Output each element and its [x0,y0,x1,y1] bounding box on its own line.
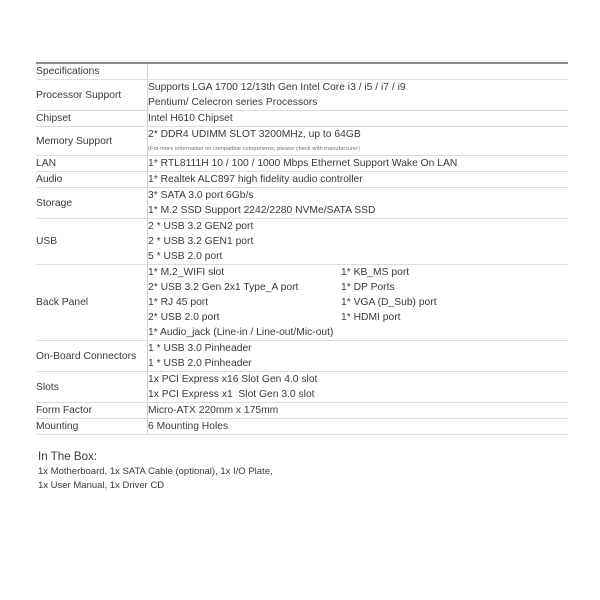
row-value-form-factor [148,403,569,419]
table-row [36,372,568,403]
row-label-memory-support: Memory Support [36,127,148,156]
value-line: 6 Mounting Holes [148,421,229,432]
memory-support-fineprint: (For more information on compatible components, please check with manufacturer) [148,146,361,152]
table-row [36,403,568,419]
value-line: 2* USB 3.2 Gen 2x1 Type_A port [148,282,299,293]
table-header-label: Specifications [36,63,148,80]
value-line: 1* KB_MS port [341,267,410,278]
value-line: 1* RTL8111H 10 / 100 / 1000 Mbps Ethernet Support Wake On LAN [148,158,458,169]
value-line: 1* DP Ports [341,282,395,293]
specifications-table [36,62,568,435]
row-value-memory-support [148,127,569,156]
row-label-mounting: Mounting [36,419,148,435]
row-value-lan [148,156,569,172]
value-line: 1* HDMI port [341,312,401,323]
value-line: 5 * USB 2.0 port [148,251,223,262]
row-value-storage [148,188,569,219]
row-label-slots: Slots [36,372,148,403]
row-value-on-board-connectors [148,341,569,372]
table-row [36,127,568,156]
back-panel-left-column [148,265,341,340]
value-line: 2* DDR4 UDIMM SLOT 3200MHz, up to 64GB [148,129,361,140]
value-line: 1x PCI Express x16 Slot Gen 4.0 slot [148,374,318,385]
specifications-table-body [36,63,568,435]
row-label-lan: LAN [36,156,148,172]
row-label-storage: Storage [36,188,148,219]
value-line: 2 * USB 3.2 GEN1 port [148,236,254,247]
table-row [36,80,568,111]
value-line: 1* M.2 SSD Support 2242/2280 NVMe/SATA SSD [148,205,376,216]
value-line: 1* RJ 45 port [148,297,209,308]
value-line: Pentium/ Celecron series Processors [148,97,318,108]
row-value-audio [148,172,569,188]
row-label-chipset: Chipset [36,111,148,127]
value-line: 1 * USB 2.0 Pinheader [148,358,252,369]
row-value-usb [148,219,569,265]
row-label-back-panel: Back Panel [36,265,148,341]
table-row [36,111,568,127]
value-line: Intel H610 Chipset [148,113,233,124]
in-the-box-section [36,448,568,493]
row-label-form-factor: Form Factor [36,403,148,419]
value-line: Micro-ATX 220mm x 175mm [148,405,279,416]
row-label-audio: Audio [36,172,148,188]
in-the-box-title: In The Box: [38,450,98,463]
row-value-mounting [148,419,569,435]
table-header-value [148,63,569,80]
value-line: Supports LGA 1700 12/13th Gen Intel Core i3 / i5 / i7 / i9 [148,82,406,93]
table-row [36,172,568,188]
row-label-on-board-connectors: On-Board Connectors [36,341,148,372]
value-line: 1* Audio_jack (Line-in / Line-out/Mic-out) [148,327,334,338]
back-panel-right-column [341,265,568,340]
table-row-back-panel [36,265,568,341]
value-line: 1x PCI Express x1 Slot Gen 3.0 slot [148,389,315,400]
row-label-usb: USB [36,219,148,265]
value-line: 1* Realtek ALC897 high fidelity audio controller [148,174,363,185]
row-value-chipset [148,111,569,127]
row-value-slots [148,372,569,403]
table-row [36,419,568,435]
value-line: 1* M.2_WIFI slot [148,267,225,278]
table-row [36,219,568,265]
value-line: 1* VGA (D_Sub) port [341,297,437,308]
value-line: 2* USB 2.0 port [148,312,220,323]
in-the-box-line: 1x Motherboard, 1x SATA Cable (optional), 1x I/O Plate, [38,466,273,477]
table-header-row [36,63,568,80]
in-the-box-line: 1x User Manual, 1x Driver CD [38,480,165,491]
table-row [36,341,568,372]
value-line: 1 * USB 3.0 Pinheader [148,343,252,354]
table-row [36,156,568,172]
row-value-back-panel [148,265,569,341]
row-value-processor-support [148,80,569,111]
value-line: 3* SATA 3.0 port 6Gb/s [148,190,254,201]
back-panel-columns [148,265,568,340]
row-label-processor-support: Processor Support [36,80,148,111]
value-line: 2 * USB 3.2 GEN2 port [148,221,254,232]
table-row [36,188,568,219]
